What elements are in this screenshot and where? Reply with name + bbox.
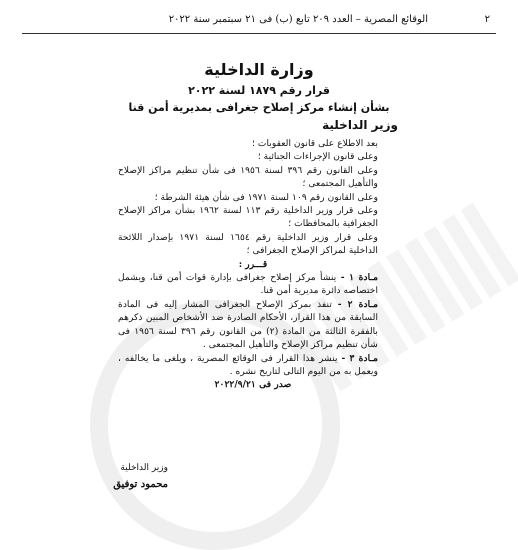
preamble-line: وعلى قانون الإجراءات الجنائية ؛ [257, 151, 378, 163]
decree-subject: بشأن إنشاء مركز إصلاح جغرافى بمديرية أمن قنا [128, 101, 390, 114]
page-number: ٢ [484, 14, 490, 25]
article-label: مـادة ٢ - [337, 298, 378, 310]
header-rule [22, 33, 496, 34]
decree-number: قرار رقم ١٨٧٩ لسنة ٢٠٢٢ [188, 84, 330, 97]
article-1 [118, 271, 388, 298]
signature-name: محمود توفيق [113, 479, 168, 490]
issuer-heading: وزير الداخلية [322, 118, 398, 132]
article-label: مـادة ١ - [340, 272, 378, 284]
preamble-line: وعلى القانون رقم ٣٩٦ لسنة ١٩٥٦ فى شأن تنظيم مراكز الإصلاح والتأهيل المجتمعى ؛ [118, 164, 378, 190]
issue-date: صدر فى ٢٠٢٢/٩/٢١ [214, 379, 292, 391]
document-body [118, 137, 388, 392]
running-title: الوقائع المصرية – العدد ٢٠٩ تابع (ب) فى ٢١ سبتمبر سنة ٢٠٢٢ [168, 14, 428, 25]
preamble-line: وعلى قرار وزير الداخلية رقم ١٦٥٤ لسنة ١٩٧١ بإصدار اللائحة الداخلية لمراكز الإصلاح الجغرافى ؛ [118, 231, 378, 257]
signature-title: وزير الداخلية [120, 463, 168, 473]
article-text: ينشأ مركز إصلاح جغرافى بإدارة قوات أمن قنا، ويشمل اختصاصه دائرة مديرية أمن قنا. [118, 272, 378, 297]
article-label: مـادة ٣ - [341, 352, 378, 364]
preamble-line: وعلى قرار وزير الداخلية رقم ١١٣ لسنة ١٩٦٢ بشأن مراكز الإصلاح الجغرافية بالمحافظات ؛ [118, 205, 378, 230]
decides-heading: قـــرر : [238, 258, 268, 270]
article-3 [118, 352, 388, 379]
article-text: تنفذ بمركز الإصلاح الجغرافى المشار إليه فى المادة السابقة من هذا القرار، الأحكام الصادرة ضد الأشخاص المبين ذكرهم بالفقرة الثالثة من المادة (٢) من القانون رقم ٣٩٦ لسنة ١٩٥٦ فى شأن تنظيم مراكز الإصلاح والتأهيل المجتمعى . [118, 298, 378, 351]
article-text: ينشر هذا القرار فى الوقائع المصرية ، ويلغى ما يخالفه ، ويعمل به من اليوم التالى لتاريخ نشره . [118, 352, 378, 377]
preamble-line: وعلى القانون رقم ١٠٩ لسنة ١٩٧١ فى شأن هيئة الشرطة ؛ [154, 191, 378, 203]
preamble-line: بعد الاطلاع على قانون العقوبات ؛ [251, 138, 378, 149]
ministry-title: وزارة الداخلية [204, 60, 314, 79]
page-header [0, 8, 518, 28]
article-2 [118, 298, 388, 352]
